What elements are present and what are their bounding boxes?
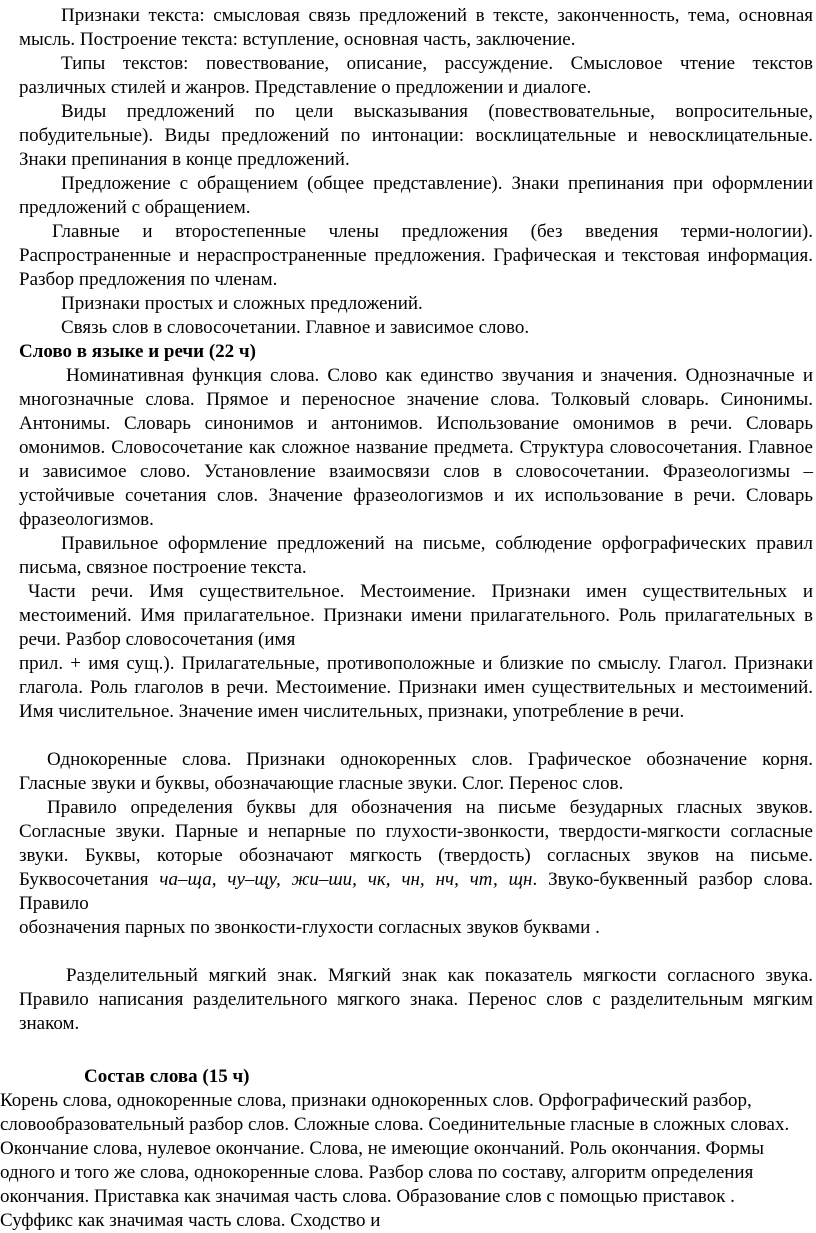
- paragraph-parts-of-speech-b: прил. + имя сущ.). Прилагательные, противоположные и близкие по смыслу. Глагол. Признаки глагола. Роль глаголов в речи. Местоимение. Признаки имен существительных и местоимений. Имя числительное. Значение имен числительных, признаки, употребление в речи.: [19, 653, 813, 722]
- paragraph-unstressed-vowels: [19, 796, 813, 916]
- paragraph-paired-consonants: обозначения парных по звонкости-глухости согласных звуков буквами .: [19, 917, 600, 938]
- section-heading-word-in-language: Слово в языке и речи (22 ч): [19, 341, 256, 362]
- paragraph-word-root: Корень слова, однокоренные слова, признаки однокоренных слов. Орфографический разбор, словообразовательный разбор слов. Сложные слова. Соединительные гласные в сложных словах. Окончание слова, нулевое окончание. Слова, не имеющие окончаний. Роль окончания. Формы одного и того же слова, однокоренные слова. Разбор слова по составу, алгоритм определения окончания. Приставка как значимая часть слова. Образование слов с помощью приставок . Суффикс как значимая часть слова. Сходство и: [0, 1090, 790, 1231]
- paragraph-sentence-kinds: Виды предложений по цели высказывания (повествовательные, вопросительные, побудительные). Виды предложений по интонации: восклицательные и невосклицательные. Знаки препинания в конце предложений.: [19, 101, 813, 170]
- paragraph-text-types: Типы текстов: повествование, описание, рассуждение. Смысловое чтение текстов различных стилей и жанров. Представление о предложении и диалоге.: [19, 53, 813, 98]
- paragraph-soft-sign: Разделительный мягкий знак. Мягкий знак как показатель мягкости согласного звука. Правило написания разделительного мягкого знака. Перенос слов с разделительным мягким знаком.: [19, 965, 813, 1034]
- unstressed-vowels-text: Правило определения буквы для обозначения на письме безударных гласных звуков. Согласные звуки. Парные и непарные по глухости-звонкости, твердости-мягкости согласные звуки. Буквы, которые обозначают мягкость (твердость) согласных звуков на письме. Буквосочетания: [19, 797, 813, 890]
- paragraph-sentence-members: Главные и второстепенные члены предложения (без введения терми-нологии). Распространенные и нераспространенные предложения. Графическая и текстовая информация. Разбор предложения по членам.: [19, 221, 813, 290]
- paragraph-text-features: Признаки текста: смысловая связь предложений в тексте, законченность, тема, основная мысль. Построение текста: вступление, основная часть, заключение.: [19, 5, 813, 50]
- section-heading-word-composition: Состав слова (15 ч): [84, 1066, 250, 1087]
- paragraph-nominative-function: Номинативная функция слова. Слово как единство звучания и значения. Однозначные и многозначные слова. Прямое и переносное значение слова. Толковый словарь. Синонимы. Антонимы. Словарь синонимов и антонимов. Использование омонимов в речи. Словарь омонимов. Словосочетание как сложное название предмета. Структура словосочетания. Главное и зависимое слово. Установление взаимосвязи слов в словосочетании. Фразеологизмы – устойчивые сочетания слов. Значение фразеологизмов и их использование в речи. Словарь фразеологизмов.: [19, 365, 813, 530]
- paragraph-same-root: Однокоренные слова. Признаки однокоренных слов. Графическое обозначение корня. Гласные звуки и буквы, обозначающие гласные звуки. Слог. Перенос слов.: [19, 749, 813, 794]
- paragraph-parts-of-speech-a: Части речи. Имя существительное. Местоимение. Признаки имен существительных и местоимений. Имя прилагательное. Признаки имени прилагательного. Роль прилагательных в речи. Разбор словосочетания (имя: [19, 581, 813, 650]
- paragraph-word-links: Связь слов в словосочетании. Главное и зависимое слово.: [61, 317, 530, 338]
- paragraph-simple-complex: Признаки простых и сложных предложений.: [61, 293, 423, 314]
- sound-letter-analysis-text: . Звуко-буквенный разбор слова. Правило: [19, 869, 814, 914]
- paragraph-correct-writing: Правильное оформление предложений на письме, соблюдение орфографических правил письма, связное построение текста.: [19, 533, 813, 578]
- paragraph-address: Предложение с обращением (общее представление). Знаки препинания при оформлении предложений с обращением.: [19, 173, 813, 218]
- letter-combinations-italic: ча–ща, чу–щу, жи–ши, чк, чн, нч, чт, щн: [159, 869, 533, 890]
